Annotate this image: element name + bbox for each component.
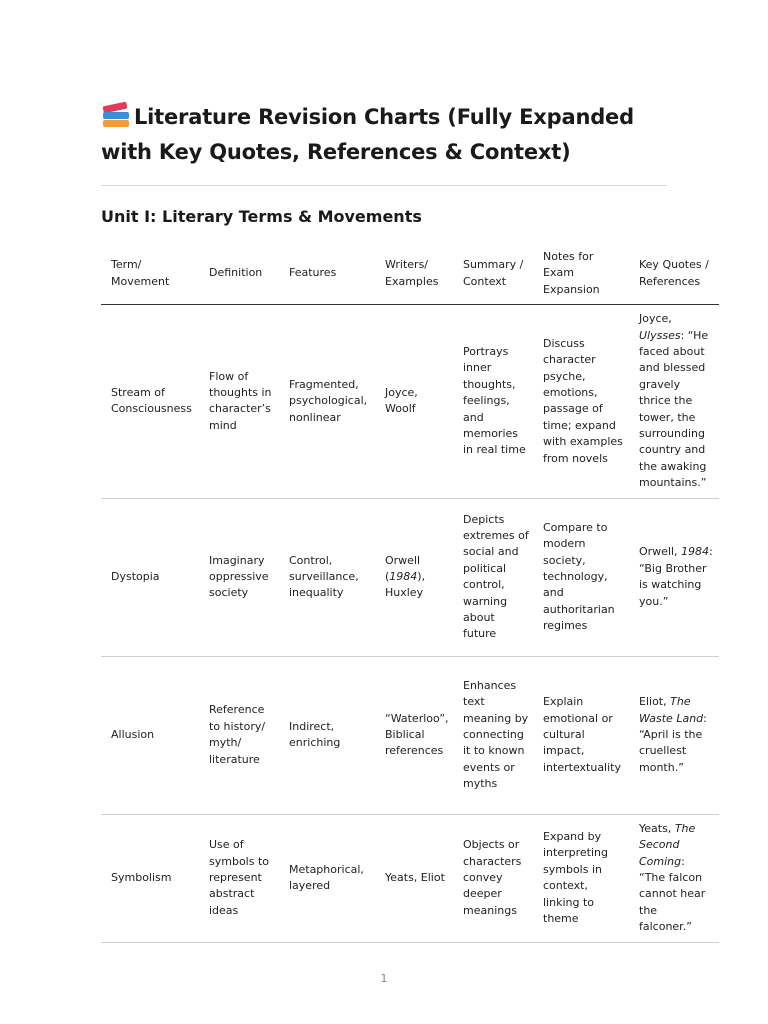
writers-cell: Joyce, Woolf	[375, 305, 455, 498]
features-cell: Metaphorical, layered	[279, 814, 375, 942]
page-title-text: Literature Revision Charts (Fully Expanded with Key Quotes, References & Context)	[101, 105, 634, 164]
table-row	[101, 498, 719, 656]
table-row	[101, 814, 719, 942]
summary-cell: Enhances text meaning by connecting it to known events or myths	[455, 656, 535, 814]
literary-terms-table	[101, 243, 719, 943]
writers-cell: “Waterloo”, Biblical references	[375, 656, 455, 814]
term-cell: Dystopia	[101, 498, 201, 656]
definition-cell: Use of symbols to represent abstract ideas	[201, 814, 279, 942]
definition-cell: Reference to history/ myth/ literature	[201, 656, 279, 814]
section-heading: Unit I: Literary Terms & Movements	[101, 207, 422, 226]
writers-cell: Yeats, Eliot	[375, 814, 455, 942]
table-header-row	[101, 243, 719, 305]
features-cell: Fragmented, psychological, nonlinear	[279, 305, 375, 498]
quote-cell: Yeats, The Second Coming: “The falcon cannot hear the falconer.”	[631, 814, 719, 942]
column-header: Definition	[201, 243, 279, 305]
notes-cell: Expand by interpreting symbols in context, linking to theme	[535, 814, 631, 942]
summary-cell: Depicts extremes of social and political control, warning about future	[455, 498, 535, 656]
quote-cell: Eliot, The Waste Land: “April is the cruellest month.”	[631, 656, 719, 814]
notes-cell: Compare to modern society, technology, and authoritarian regimes	[535, 498, 631, 656]
definition-cell: Flow of thoughts in character’s mind	[201, 305, 279, 498]
summary-cell: Portrays inner thoughts, feelings, and memories in real time	[455, 305, 535, 498]
term-cell: Symbolism	[101, 814, 201, 942]
page-title	[101, 100, 667, 170]
column-header: Writers/ Examples	[375, 243, 455, 305]
summary-cell: Objects or characters convey deeper meanings	[455, 814, 535, 942]
term-cell: Allusion	[101, 656, 201, 814]
column-header: Features	[279, 243, 375, 305]
writers-cell: Orwell (1984), Huxley	[375, 498, 455, 656]
term-cell: Stream of Consciousness	[101, 305, 201, 498]
notes-cell: Discuss character psyche, emotions, passage of time; expand with examples from novels	[535, 305, 631, 498]
page-number: 1	[380, 972, 388, 985]
books-icon	[101, 102, 131, 128]
quote-cell: Joyce, Ulysses: “He faced about and blessed gravely thrice the tower, the surrounding country and the awaking mountains.”	[631, 305, 719, 498]
horizontal-divider	[101, 185, 667, 186]
column-header: Notes for Exam Expansion	[535, 243, 631, 305]
notes-cell: Explain emotional or cultural impact, intertextuality	[535, 656, 631, 814]
quote-cell: Orwell, 1984: “Big Brother is watching you.”	[631, 498, 719, 656]
table-row	[101, 305, 719, 498]
features-cell: Control, surveillance, inequality	[279, 498, 375, 656]
column-header: Summary / Context	[455, 243, 535, 305]
definition-cell: Imaginary oppressive society	[201, 498, 279, 656]
table-row	[101, 656, 719, 814]
column-header: Term/ Movement	[101, 243, 201, 305]
column-header: Key Quotes / References	[631, 243, 719, 305]
document-page	[101, 100, 719, 943]
features-cell: Indirect, enriching	[279, 656, 375, 814]
